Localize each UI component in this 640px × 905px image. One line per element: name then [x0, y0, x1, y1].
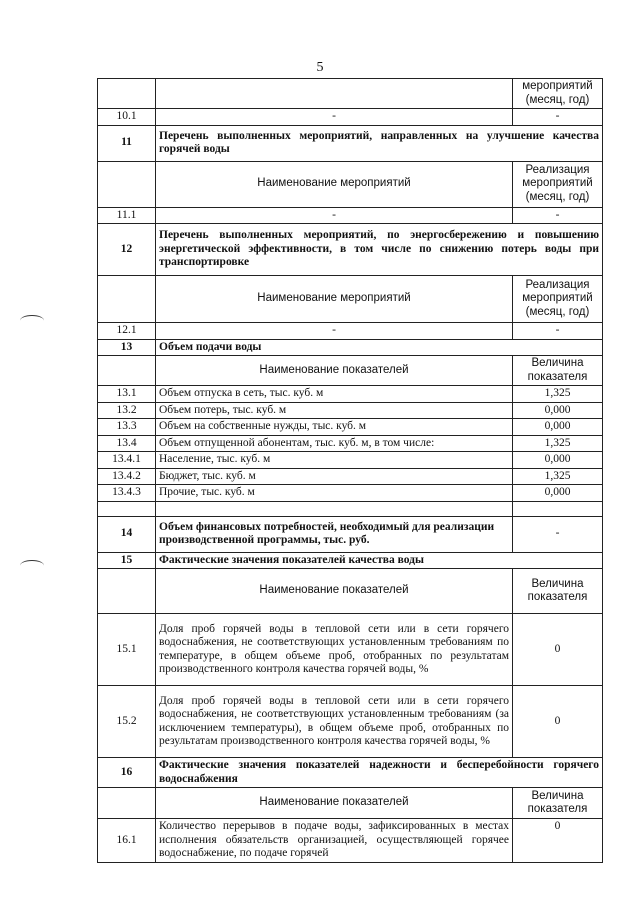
row-label: Прочие, тыс. куб. м: [156, 485, 513, 502]
table-row: [98, 207, 603, 224]
table-row: [98, 125, 603, 161]
row-label: Наименование показателей: [156, 356, 513, 386]
row-value: 0: [513, 686, 603, 758]
row-value: 0,000: [513, 402, 603, 419]
row-value: 0: [513, 614, 603, 686]
row-number: 15.2: [98, 686, 156, 758]
section-title: Перечень выполненных мероприятий, направленных на улучшение качества горячей воды: [156, 125, 603, 161]
table-row: [98, 276, 603, 323]
table-row: [98, 356, 603, 386]
table-row: [98, 516, 603, 552]
row-number: 11: [98, 125, 156, 161]
row-number: 10.1: [98, 109, 156, 126]
row-number: [98, 501, 156, 516]
row-value: Реализация мероприятий (месяц, год): [513, 161, 603, 207]
row-label: Количество перерывов в подаче воды, зафиксированных в местах исполнения обязательств организацией, осуществляющей горячее водоснабжение, по подаче горячей: [156, 819, 513, 863]
row-value: 1,325: [513, 386, 603, 403]
row-number: [98, 788, 156, 819]
section-title: Перечень выполненных мероприятий, по энергосбережению и повышению энергетической эффективности, в том числе по снижению потерь воды при транспортировке: [156, 224, 603, 276]
row-value: -: [513, 516, 603, 552]
row-value: -: [513, 207, 603, 224]
row-number: 15.1: [98, 614, 156, 686]
row-label: Наименование мероприятий: [156, 161, 513, 207]
table-row: [98, 161, 603, 207]
row-number: [98, 161, 156, 207]
row-label: -: [156, 323, 513, 340]
table-row: [98, 686, 603, 758]
table-row: [98, 224, 603, 276]
report-table-body: [98, 79, 603, 863]
row-number: 13.4.2: [98, 468, 156, 485]
row-value: 0,000: [513, 485, 603, 502]
row-number: 13.2: [98, 402, 156, 419]
table-row: [98, 419, 603, 436]
row-number: 12: [98, 224, 156, 276]
table-row: [98, 109, 603, 126]
table-row: [98, 758, 603, 788]
section-title: Объем финансовых потребностей, необходимый для реализации производственной программы, тыс. руб.: [156, 516, 513, 552]
row-label: Доля проб горячей воды в тепловой сети или в сети горячего водоснабжения, не соответствующих установленным требованиям по температуре, в общем объеме проб, отобранных по результатам производственного контроля качества горячей воды, %: [156, 614, 513, 686]
row-number: 13.3: [98, 419, 156, 436]
row-value: 1,325: [513, 468, 603, 485]
row-value: 0,000: [513, 419, 603, 436]
row-value: мероприятий (месяц, год): [513, 79, 603, 109]
row-label: Объем отпущенной абонентам, тыс. куб. м, в том числе:: [156, 435, 513, 452]
row-number: 13.4.3: [98, 485, 156, 502]
row-value: -: [513, 109, 603, 126]
table-row: [98, 569, 603, 614]
row-label: Население, тыс. куб. м: [156, 452, 513, 469]
section-title: Фактические значения показателей надежности и бесперебойности горячего водоснабжения: [156, 758, 603, 788]
row-value: 1,325: [513, 435, 603, 452]
row-label: -: [156, 109, 513, 126]
row-number: 13.1: [98, 386, 156, 403]
row-number: [98, 356, 156, 386]
row-value: 0,000: [513, 452, 603, 469]
page-number: 5: [316, 60, 324, 75]
row-value: [513, 501, 603, 516]
row-number: 16: [98, 758, 156, 788]
row-number: 16.1: [98, 819, 156, 863]
row-number: 13.4: [98, 435, 156, 452]
row-label: Наименование показателей: [156, 788, 513, 819]
row-value: Величина показателя: [513, 788, 603, 819]
row-value: -: [513, 323, 603, 340]
section-title: Объем подачи воды: [156, 339, 603, 356]
row-label: [156, 79, 513, 109]
row-number: 13: [98, 339, 156, 356]
margin-mark: [20, 315, 44, 326]
row-label: -: [156, 207, 513, 224]
table-row: [98, 386, 603, 403]
table-row: [98, 819, 603, 863]
section-title: Фактические значения показателей качества воды: [156, 552, 603, 569]
row-value: Величина показателя: [513, 569, 603, 614]
table-row: [98, 614, 603, 686]
row-number: 15: [98, 552, 156, 569]
row-number: 11.1: [98, 207, 156, 224]
row-label: Наименование показателей: [156, 569, 513, 614]
table-row: [98, 468, 603, 485]
row-label: Бюджет, тыс. куб. м: [156, 468, 513, 485]
row-label: [156, 501, 513, 516]
report-table: [97, 78, 603, 863]
row-number: 13.4.1: [98, 452, 156, 469]
table-row: [98, 501, 603, 516]
table-row: [98, 452, 603, 469]
row-number: 14: [98, 516, 156, 552]
row-number: [98, 79, 156, 109]
row-label: Наименование мероприятий: [156, 276, 513, 323]
row-value: Величина показателя: [513, 356, 603, 386]
table-row: [98, 552, 603, 569]
margin-mark: [20, 560, 44, 571]
table-row: [98, 339, 603, 356]
table-row: [98, 435, 603, 452]
table-row: [98, 323, 603, 340]
row-value: Реализация мероприятий (месяц, год): [513, 276, 603, 323]
table-row: [98, 485, 603, 502]
row-label: Доля проб горячей воды в тепловой сети или в сети горячего водоснабжения, не соответствующих установленным требованиям (за исключением температуры), в общем объеме проб, отобранных по результатам производственного контроля качества горячей воды, %: [156, 686, 513, 758]
table-row: [98, 788, 603, 819]
row-number: [98, 276, 156, 323]
row-number: [98, 569, 156, 614]
table-row: [98, 79, 603, 109]
row-value: 0: [513, 819, 603, 863]
row-number: 12.1: [98, 323, 156, 340]
row-label: Объем на собственные нужды, тыс. куб. м: [156, 419, 513, 436]
row-label: Объем потерь, тыс. куб. м: [156, 402, 513, 419]
table-row: [98, 402, 603, 419]
row-label: Объем отпуска в сеть, тыс. куб. м: [156, 386, 513, 403]
